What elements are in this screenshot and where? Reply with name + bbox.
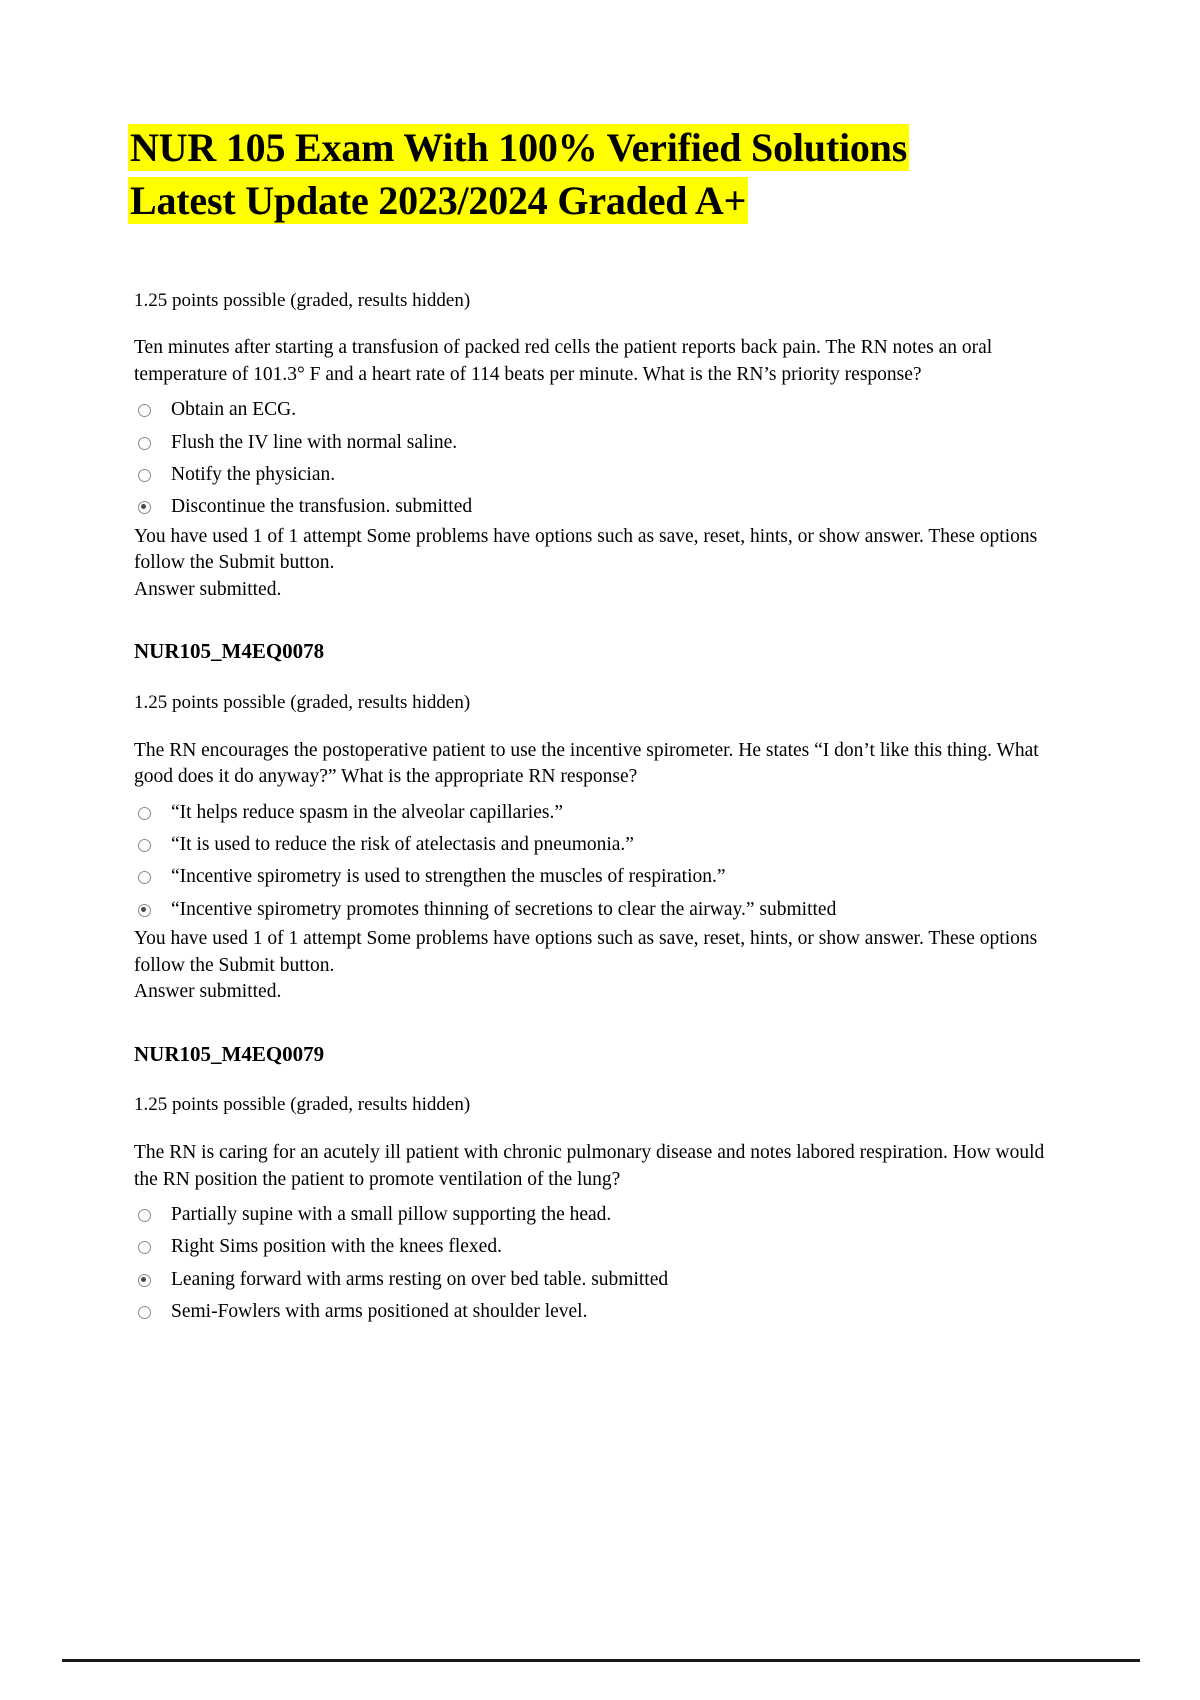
attempt-note: You have used 1 of 1 attempt Some problems have options such as save, reset, hints, or show answer. These options follow the Submit button. [134,928,1038,976]
radio-button-icon[interactable] [138,469,151,482]
option-row[interactable] [134,797,1068,829]
question-stem: The RN encourages the postoperative patient to use the incentive spirometer. He states “I don’t like this thing. What good does it do anyway?” What is the appropriate RN response? [134,739,1039,788]
options-group [128,1199,1068,1328]
attempt-note: You have used 1 of 1 attempt Some problems have options such as save, reset, hints, or show answer. These options follow the Submit button. [134,525,1038,574]
option-row[interactable] [134,1296,1068,1328]
question-points-meta: 1.25 points possible (graded, results hidden) [134,691,471,713]
option-row[interactable] [134,829,1068,861]
questions-list [128,288,1068,1329]
radio-button-icon[interactable] [138,1306,151,1319]
question-stem: The RN is caring for an acutely ill patient with chronic pulmonary disease and notes labored respiration. How would the RN position the patient to promote ventilation of the lung? [134,1142,1045,1190]
option-label: Partially supine with a small pillow supporting the head. [171,1204,612,1226]
option-label: Semi-Fowlers with arms positioned at shoulder level. [171,1301,588,1323]
radio-button-icon[interactable] [138,1241,151,1254]
radio-button-icon[interactable] [138,807,151,820]
question-block [128,288,1068,604]
radio-button-selected-icon[interactable] [138,501,151,514]
radio-button-selected-icon[interactable] [138,1274,151,1287]
option-label: “It helps reduce spasm in the alveolar capillaries.” [171,801,563,823]
option-label: “Incentive spirometry is used to strengthen the muscles of respiration.” [171,866,726,888]
page-title-line-1: NUR 105 Exam With 100% Verified Solutions [130,125,908,170]
question-block [128,637,1068,1005]
option-row[interactable] [134,459,1068,491]
option-label: “Incentive spirometry promotes thinning of secretions to clear the airway.” submitted [171,898,837,920]
radio-button-icon[interactable] [138,437,151,450]
options-group [128,797,1068,926]
option-row-selected[interactable] [134,1264,1068,1296]
answer-status: Answer submitted. [134,578,282,600]
option-row[interactable] [134,394,1068,426]
option-label: “It is used to reduce the risk of atelectasis and pneumonia.” [171,834,634,856]
option-row[interactable] [134,1199,1068,1231]
radio-button-icon[interactable] [138,404,151,417]
option-label: Right Sims position with the knees flexed. [171,1236,502,1258]
option-row[interactable] [134,861,1068,893]
answer-status: Answer submitted. [134,981,282,1003]
page-title [128,122,1068,228]
option-row[interactable] [134,1231,1068,1263]
question-id: NUR105_M4EQ0078 [134,639,325,664]
option-label: Notify the physician. [171,464,336,486]
option-row-selected[interactable] [134,894,1068,926]
option-label: Obtain an ECG. [171,399,297,421]
radio-button-icon[interactable] [138,839,151,852]
question-block [128,1040,1068,1329]
option-label: Discontinue the transfusion. submitted [171,496,473,518]
question-points-meta: 1.25 points possible (graded, results hidden) [134,1094,471,1116]
option-label: Flush the IV line with normal saline. [171,431,458,453]
option-row-selected[interactable] [134,491,1068,523]
options-group [128,394,1068,523]
radio-button-icon[interactable] [138,871,151,884]
option-row[interactable] [134,427,1068,459]
question-id: NUR105_M4EQ0079 [134,1041,325,1066]
page-title-line-2: Latest Update 2023/2024 Graded A+ [130,177,747,223]
radio-button-selected-icon[interactable] [138,904,151,917]
document-content [128,122,1068,1328]
question-points-meta: 1.25 points possible (graded, results hidden) [134,289,471,311]
radio-button-icon[interactable] [138,1209,151,1222]
option-label: Leaning forward with arms resting on over bed table. submitted [171,1268,669,1290]
question-stem: Ten minutes after starting a transfusion of packed red cells the patient reports back pain. The RN notes an oral temperature of 101.3° F and a heart rate of 114 beats per minute. What is the RN’s priority response? [134,337,993,385]
footer-divider [62,1659,1140,1662]
